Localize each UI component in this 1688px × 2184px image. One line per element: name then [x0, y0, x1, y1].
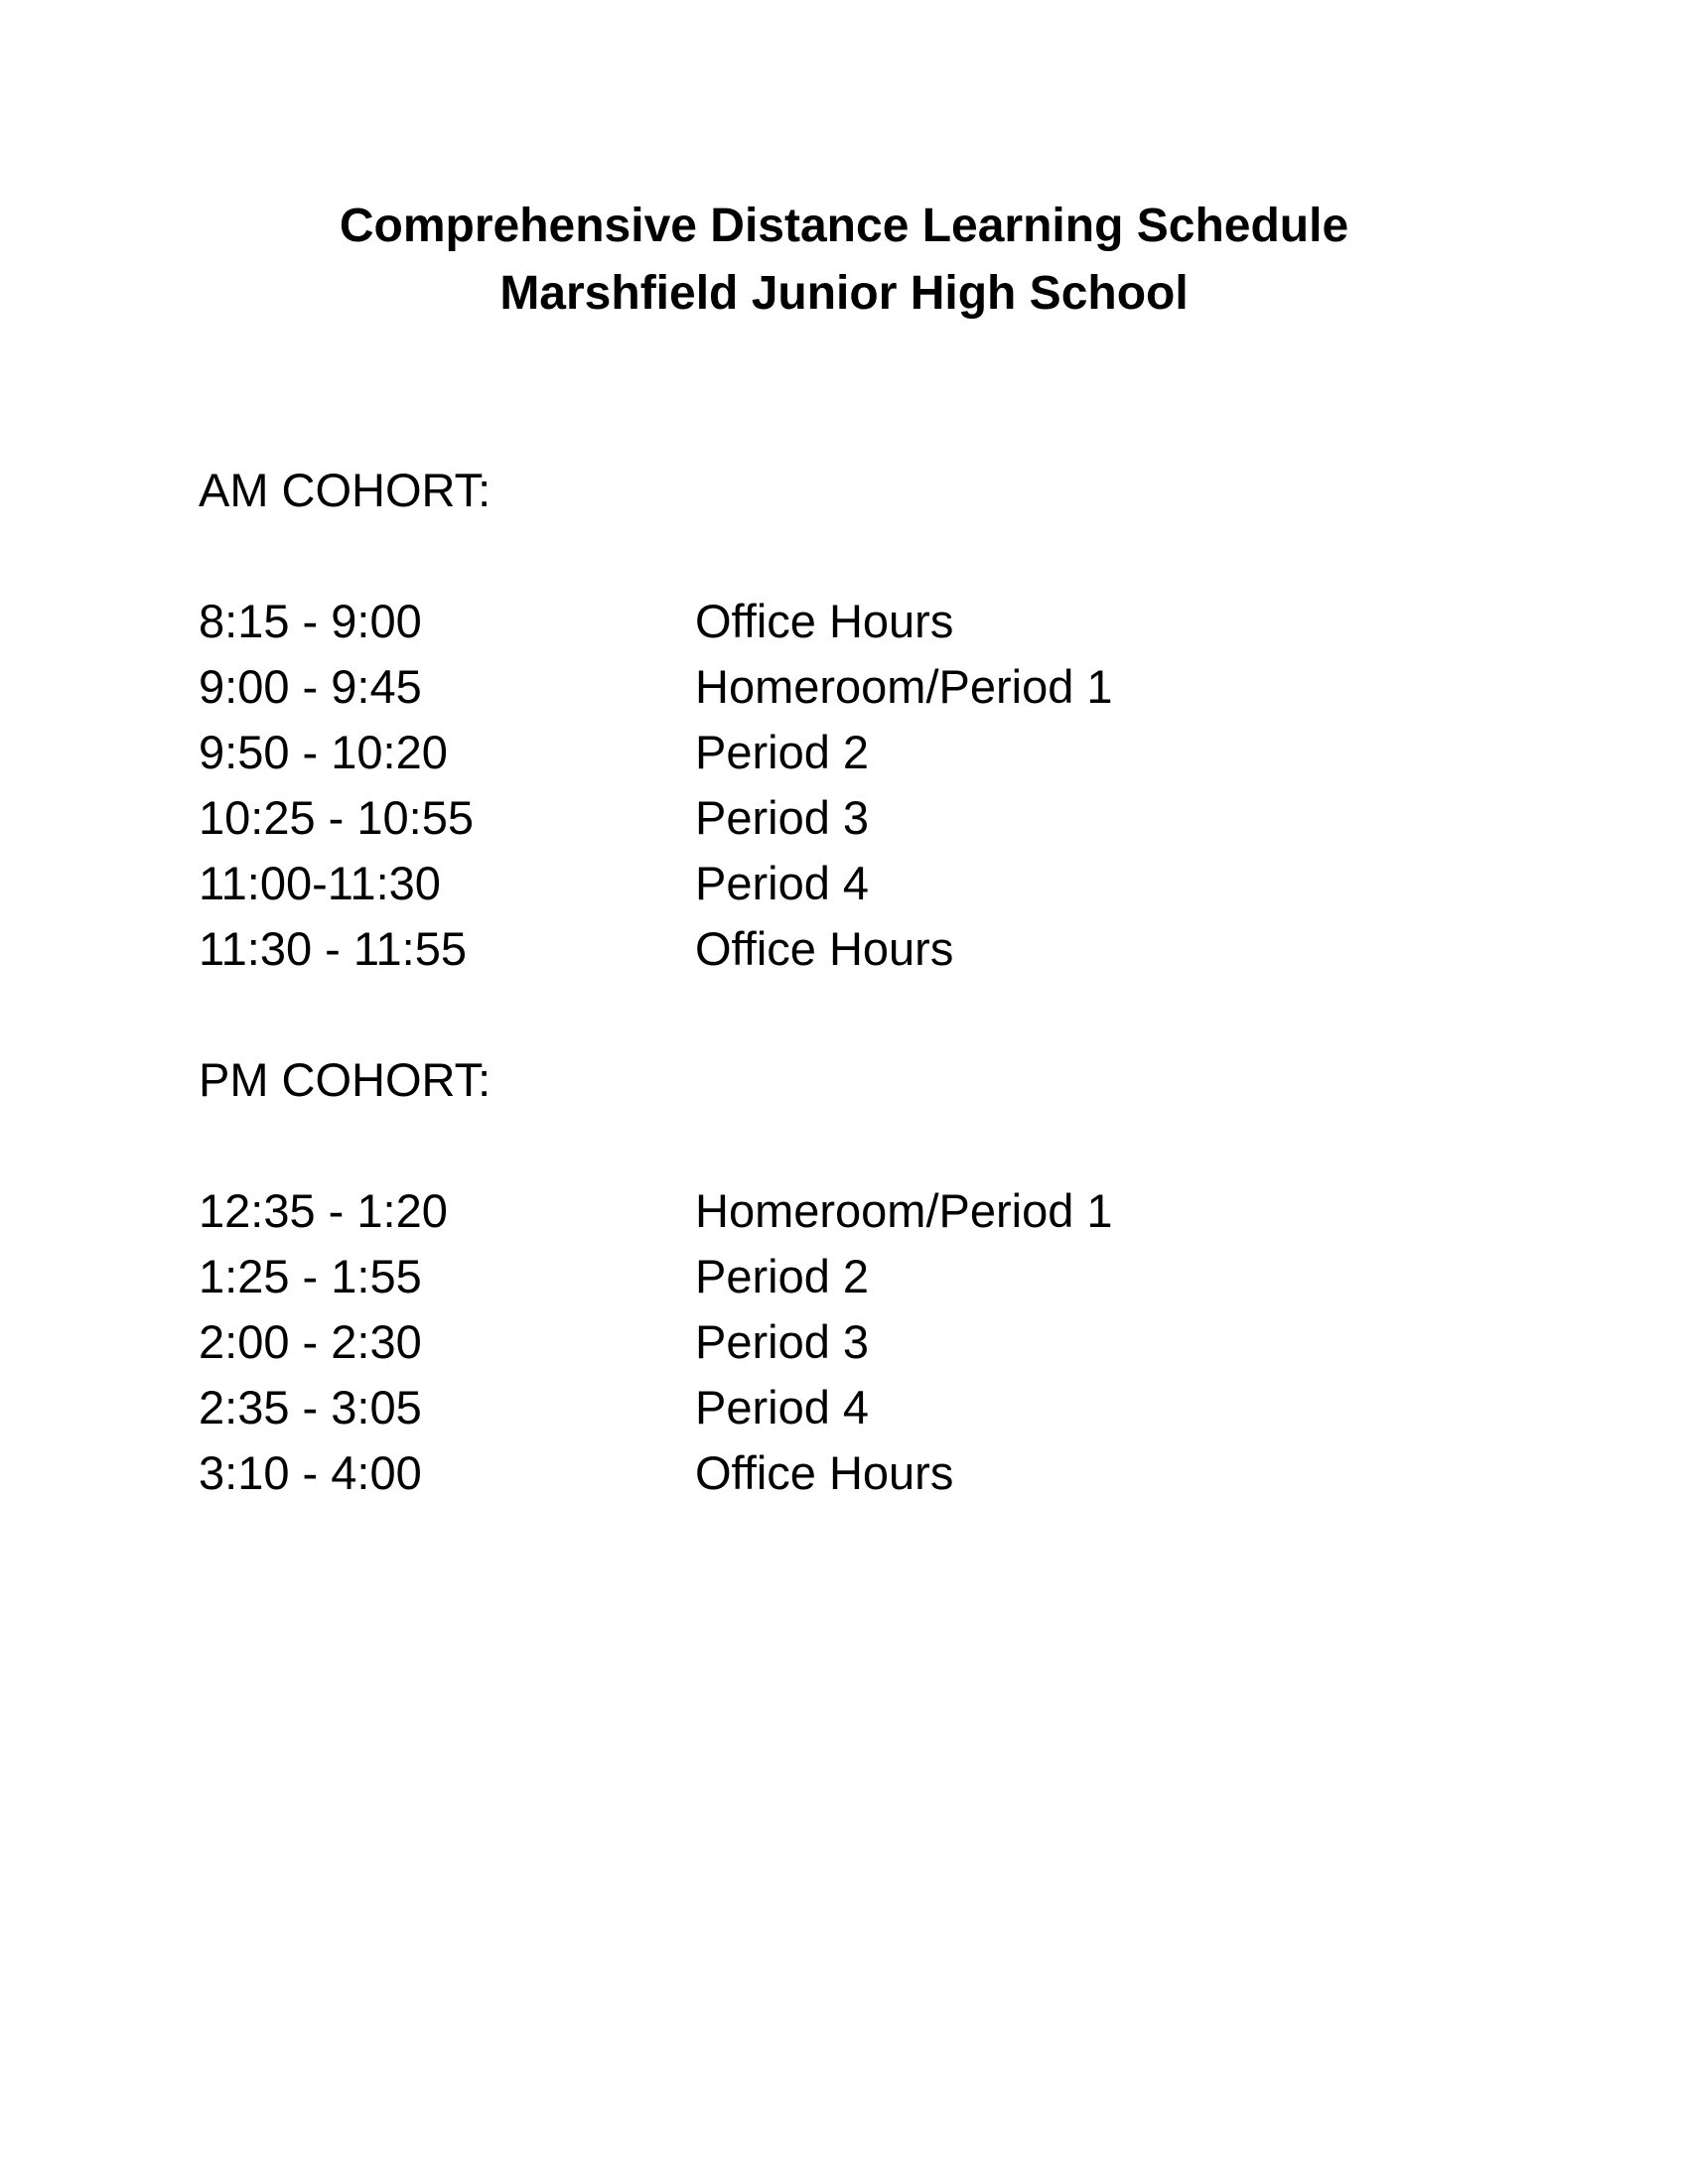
schedule-time: 11:00-11:30 [199, 857, 441, 909]
schedule-activity: Period 4 [695, 1381, 870, 1433]
schedule-row [199, 659, 1291, 725]
schedule-row [199, 1445, 1291, 1511]
schedule-activity: Homeroom/Period 1 [695, 1184, 1113, 1237]
document-title: Comprehensive Distance Learning Schedule [339, 200, 1349, 252]
school-name: Marshfield Junior High School [499, 267, 1189, 320]
schedule-row [199, 1380, 1291, 1445]
schedule-activity: Office Hours [695, 1446, 954, 1499]
am-schedule-list [199, 594, 1291, 987]
schedule-activity: Period 2 [695, 1250, 870, 1302]
schedule-time: 9:50 - 10:20 [199, 726, 448, 778]
schedule-activity: Period 2 [695, 726, 870, 778]
schedule-activity: Office Hours [695, 922, 954, 975]
schedule-time: 3:10 - 4:00 [199, 1446, 422, 1499]
schedule-time: 12:35 - 1:20 [199, 1184, 448, 1237]
schedule-row [199, 921, 1291, 987]
schedule-activity: Period 4 [695, 857, 870, 909]
schedule-row [199, 856, 1291, 921]
schedule-time: 2:35 - 3:05 [199, 1381, 422, 1433]
schedule-activity: Homeroom/Period 1 [695, 660, 1113, 713]
schedule-row [199, 790, 1291, 856]
schedule-activity: Office Hours [695, 595, 954, 647]
schedule-row [199, 725, 1291, 790]
pm-schedule-list [199, 1183, 1291, 1511]
schedule-activity: Period 3 [695, 791, 870, 844]
schedule-time: 10:25 - 10:55 [199, 791, 474, 844]
pm-cohort-heading: PM COHORT: [199, 1053, 492, 1106]
schedule-time: 1:25 - 1:55 [199, 1250, 422, 1302]
schedule-time: 8:15 - 9:00 [199, 595, 422, 647]
schedule-row [199, 1183, 1291, 1249]
schedule-time: 11:30 - 11:55 [199, 922, 468, 975]
schedule-row [199, 1314, 1291, 1380]
schedule-time: 2:00 - 2:30 [199, 1315, 422, 1368]
schedule-time: 9:00 - 9:45 [199, 660, 422, 713]
schedule-activity: Period 3 [695, 1315, 870, 1368]
schedule-row [199, 594, 1291, 659]
schedule-row [199, 1249, 1291, 1314]
am-cohort-heading: AM COHORT: [199, 464, 492, 516]
